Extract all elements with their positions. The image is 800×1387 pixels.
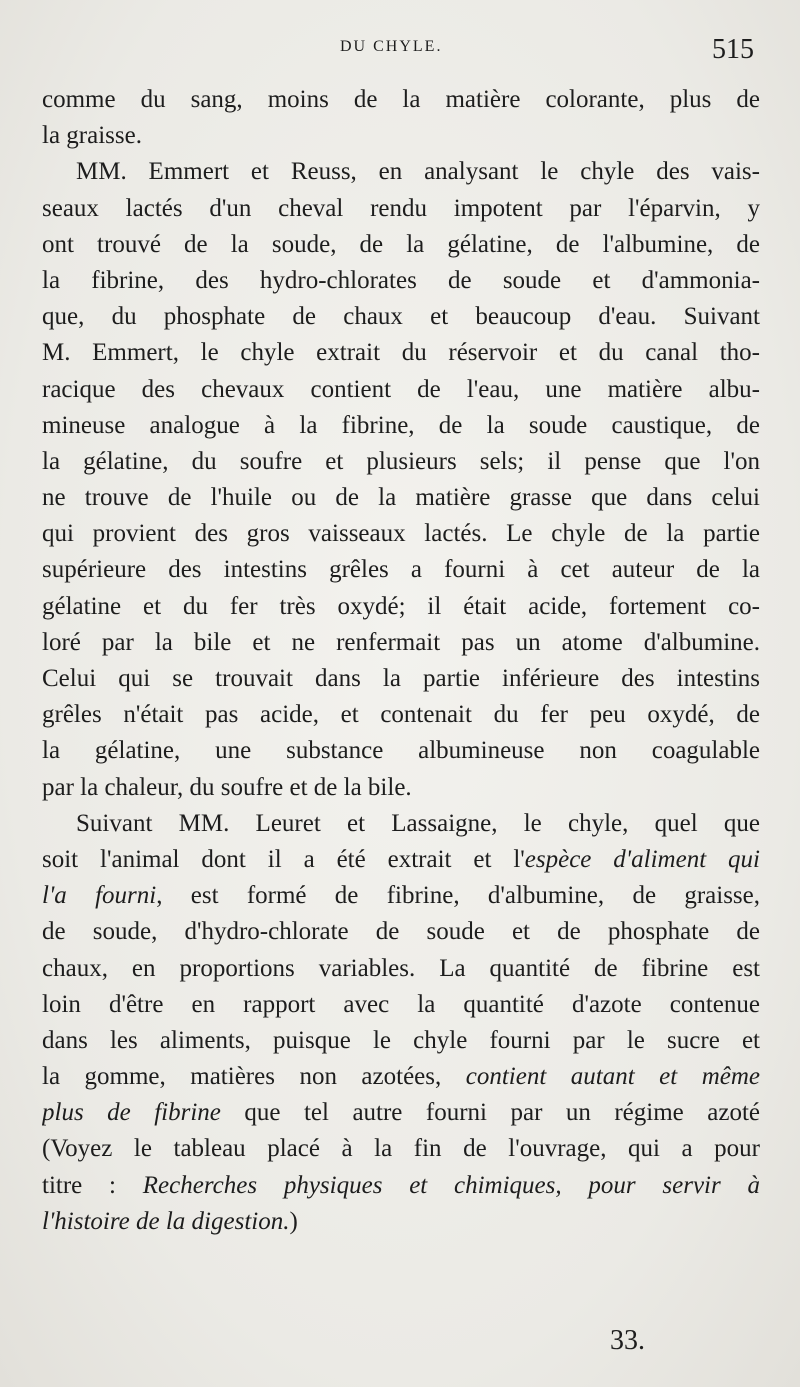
text-line: M. Emmert, le chyle extrait du réservoir et du canal tho-: [42, 339, 760, 367]
text-line: dans les aliments, puisque le chyle fourni par le sucre et: [42, 1026, 760, 1054]
text-line: par la chaleur, du soufre et de la bile.: [42, 773, 412, 801]
italic-phrase: l'a fourni: [42, 882, 157, 910]
text-line: gélatine et du fer très oxydé; il était acide, fortement co-: [42, 592, 760, 620]
text-line: (Voyez le tableau placé à la fin de l'ouvrage, qui a pour: [42, 1135, 760, 1163]
text-line: loin d'être en rapport avec la quantité d'azote contenue: [42, 990, 760, 1018]
text-line: la gomme, matières non azotées, contient autant et même: [42, 1063, 760, 1091]
text-line: de soude, d'hydro-chlorate de soude et de phosphate de: [42, 918, 760, 946]
text-line: loré par la bile et ne renfermait pas un atome d'albumine.: [42, 628, 760, 656]
text-line: que, du phosphate de chaux et beaucoup d'eau. Suivant: [42, 303, 760, 331]
text-line: l'histoire de la digestion.): [42, 1207, 298, 1235]
text-line: la gélatine, une substance albumineuse non coagulable: [42, 737, 760, 765]
italic-phrase: plus de fibrine: [42, 1099, 221, 1127]
text-line: grêles n'était pas acide, et contenait du fer peu oxydé, de: [42, 701, 760, 729]
text-line: supérieure des intestins grêles a fourni à cet auteur de la: [42, 556, 760, 584]
text-line: la fibrine, des hydro-chlorates de soude et d'ammonia-: [42, 266, 760, 294]
italic-phrase: l'histoire de la digestion.: [42, 1207, 290, 1235]
signature-mark: 33.: [610, 1325, 645, 1356]
text-line: mineuse analogue à la fibrine, de la soude caustique, de: [42, 411, 760, 439]
text-line: chaux, en proportions variables. La quantité de fibrine est: [42, 954, 760, 982]
text-line: ne trouve de l'huile ou de la matière grasse que dans celui: [42, 484, 760, 512]
text-line: l'a fourni, est formé de fibrine, d'albumine, de graisse,: [42, 882, 760, 910]
italic-phrase: Recherches physiques et chimiques, pour servir à: [142, 1171, 760, 1199]
text-line: plus de fibrine que tel autre fourni par un régime azoté: [42, 1099, 760, 1127]
italic-phrase: contient autant et même: [465, 1063, 760, 1091]
italic-phrase: espèce d'aliment qui: [524, 845, 760, 873]
text-line: la graisse.: [42, 122, 142, 150]
body-text: [42, 82, 760, 1240]
text-line: Suivant MM. Leuret et Lassaigne, le chyle, quel que: [76, 809, 760, 837]
text-line: la gélatine, du soufre et plusieurs sels; il pense que l'on: [42, 447, 760, 475]
text-line: racique des chevaux contient de l'eau, une matière albu-: [42, 375, 760, 403]
text-line: titre : Recherches physiques et chimiques, pour servir à: [42, 1171, 760, 1199]
text-line: comme du sang, moins de la matière colorante, plus de: [42, 86, 760, 113]
text-line: seaux lactés d'un cheval rendu impotent par l'éparvin, y: [42, 194, 760, 222]
running-head: DU CHYLE.: [340, 38, 443, 55]
page-number: 515: [712, 34, 754, 65]
text-line: Celui qui se trouvait dans la partie inférieure des intestins: [42, 665, 760, 692]
text-line: MM. Emmert et Reuss, en analysant le chyle des vais-: [76, 158, 760, 186]
text-line: qui provient des gros vaisseaux lactés. Le chyle de la partie: [42, 520, 760, 548]
text-line: soit l'animal dont il a été extrait et l'espèce d'aliment qui: [42, 845, 760, 873]
text-line: ont trouvé de la soude, de la gélatine, de l'albumine, de: [42, 230, 760, 258]
